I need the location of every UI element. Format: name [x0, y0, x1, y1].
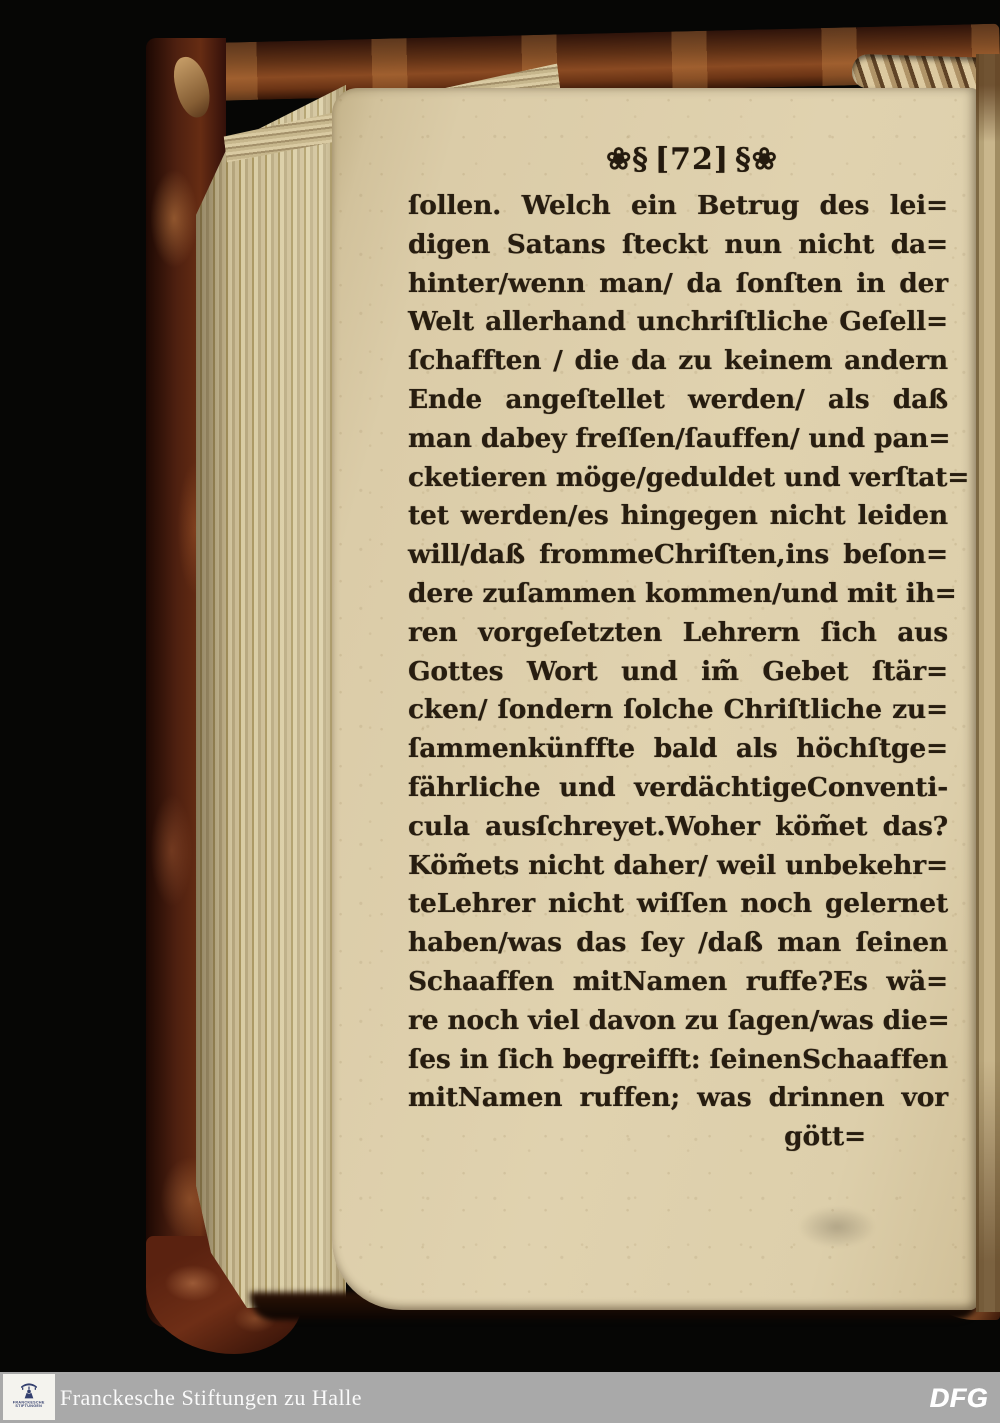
- page-text-block: [408, 187, 970, 1157]
- franckesche-emblem-icon: [19, 1381, 39, 1400]
- text-line: digen Satans ſteckt nun nicht da=: [408, 228, 948, 260]
- page-header: [422, 142, 962, 177]
- text-line: dere zuſammen kommen/und mit ih=: [408, 577, 957, 609]
- text-line: ſollen. Welch ein Betrug des lei=: [408, 190, 948, 221]
- text-line: mitNamen ruffen; was drinnen vor: [408, 1082, 948, 1114]
- text-line: fährliche und verdächtigeConventi-: [408, 771, 948, 803]
- text-line: ſammenkünffte bald als höchſtge=: [408, 733, 948, 765]
- logo-text-line1: FRANCKESCHE: [13, 1400, 45, 1405]
- page-edge-stack: [196, 80, 346, 1308]
- logo-text-line2: STIFTUNGEN: [15, 1404, 43, 1409]
- text-line: cken/ ſondern ſolche Chriſtliche zu=: [408, 694, 948, 726]
- text-line: Gottes Wort und im̃ Gebet ſtär=: [408, 655, 948, 687]
- text-line: will/daß frommeChriſten,ins beſon=: [408, 539, 948, 571]
- text-line: ſchafften / die da zu keinem andern: [408, 345, 948, 377]
- text-line: teLehrer nicht wiſſen noch gelernet: [408, 888, 948, 920]
- footer-bar: [0, 1372, 1000, 1423]
- page-gutter: [976, 54, 1000, 1312]
- text-line: hinter/wenn man/ da ſonſten in der: [408, 267, 948, 299]
- ink-smudge: [798, 1206, 876, 1248]
- book-page: [332, 88, 978, 1310]
- text-line: Ende angeſtellet werden/ als daß: [408, 383, 948, 415]
- text-line: Köm̃ets nicht daher/ weil unbekehr=: [408, 849, 948, 881]
- text-line: re noch viel davon zu ſagen/was die=: [408, 1004, 950, 1036]
- text-line: cula ausſchreyet.Woher köm̃et das?: [408, 810, 948, 842]
- franckesche-logo-text: [13, 1401, 45, 1409]
- text-line: man dabey freſſen/ſauffen/ und pan=: [408, 422, 951, 454]
- header-ornament-right-icon: §❀: [735, 142, 778, 177]
- header-ornament-left-icon: ❀§: [606, 142, 649, 177]
- dfg-logo: DFG: [929, 1383, 988, 1413]
- text-line: Schaaffen mitNamen ruffe?Es wä=: [408, 965, 948, 997]
- text-line: ren vorgeſetzten Lehrern ſich aus: [408, 616, 948, 648]
- text-line: haben/was das ſey /daß man ſeinen: [408, 927, 948, 959]
- text-line: Welt allerhand unchriſtliche Geſell=: [408, 306, 948, 338]
- catchword: gött=: [784, 1121, 866, 1153]
- text-line: tet werden/es hingegen nicht leiden: [408, 500, 948, 532]
- franckesche-logo: [3, 1374, 55, 1420]
- page-number: [72]: [654, 142, 730, 177]
- text-line: ſes in ſich begreifft: ſeinenSchaaffen: [408, 1043, 948, 1075]
- text-line: cketieren möge/geduldet und verſtat=: [408, 461, 970, 493]
- institution-name: Franckesche Stiftungen zu Halle: [60, 1385, 363, 1410]
